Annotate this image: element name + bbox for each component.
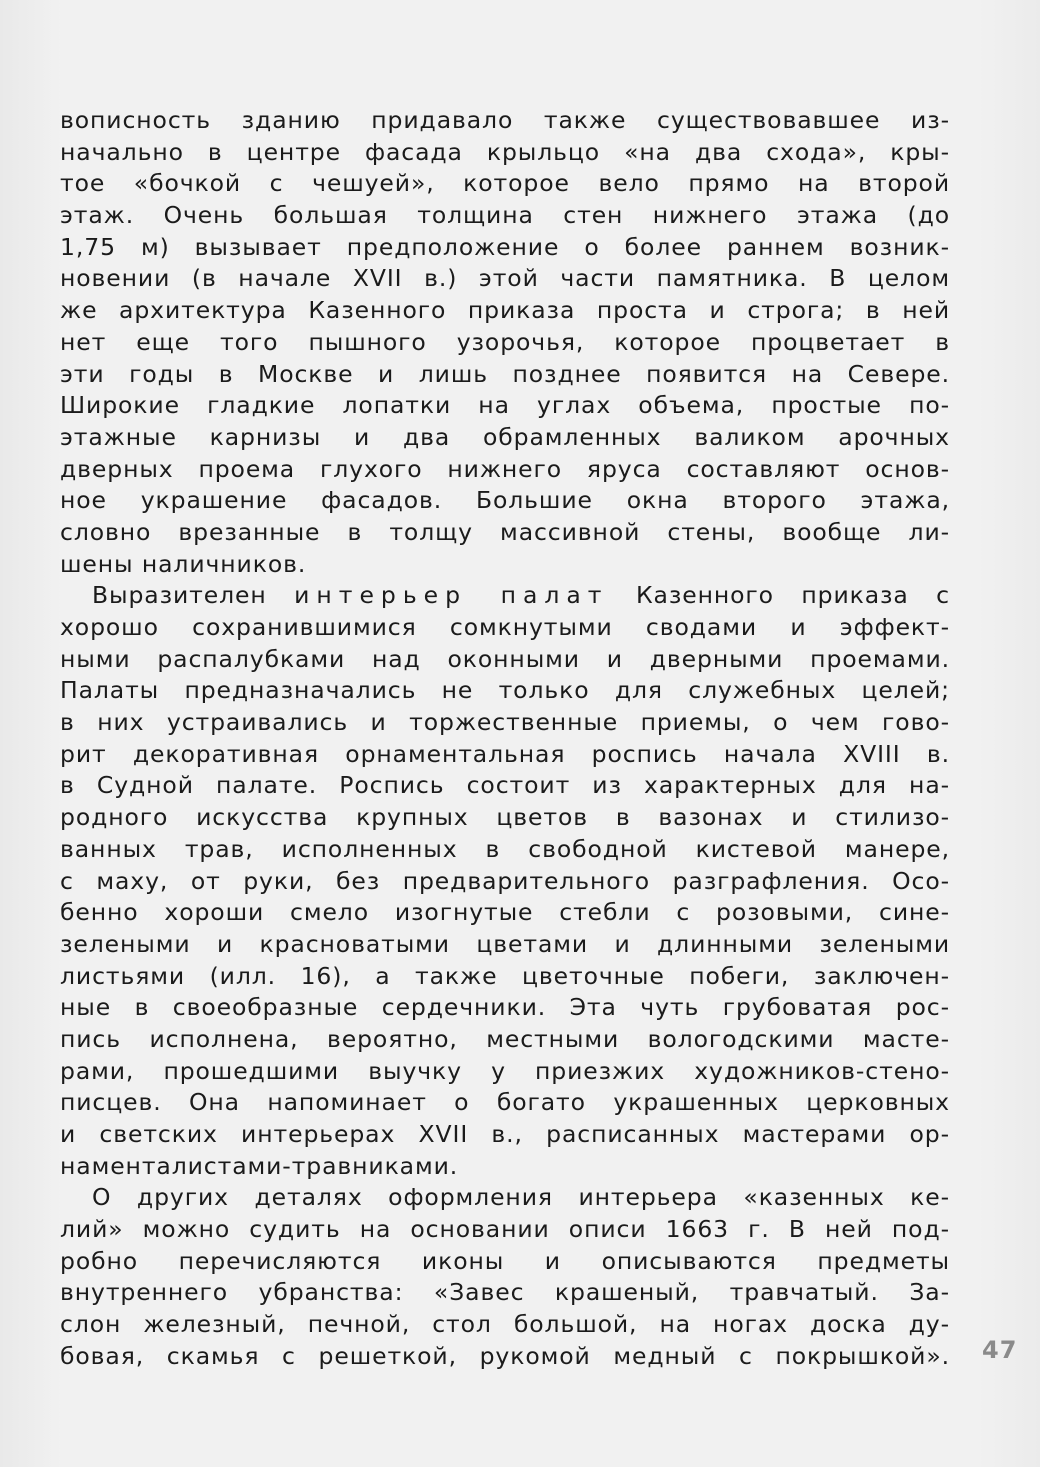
text-line: наменталистами-травниками.: [60, 1151, 459, 1180]
text-line: начально в центре фасада крыльцо «на два схода», кры-: [60, 137, 950, 166]
text-line: словно врезанные в толщу массивной стены, вообще ли-: [60, 517, 950, 546]
text-line: Палаты предназначались не только для служебных целей;: [60, 676, 950, 705]
text-line: шены наличников.: [60, 549, 307, 578]
text-line: в Судной палате. Роспись состоит из характерных для на-: [60, 771, 950, 800]
text-line: этаж. Очень большая толщина стен нижнего этажа (до: [60, 201, 950, 230]
text-line: хорошо сохранившимися сомкнутыми сводами и эффект-: [60, 613, 950, 641]
body-text: [60, 105, 950, 1373]
text-line: эти годы в Москве и лишь позднее появится на Севере.: [60, 359, 950, 388]
text-line: ные в своеобразные сердечники. Эта чуть грубоватая рос-: [60, 993, 950, 1022]
text-line: новении (в начале XVII в.) этой части памятника. В целом: [60, 264, 950, 293]
text-fragment: Выразителен: [92, 581, 267, 610]
text-line: писцев. Она напоминает о богато украшенных церковных: [60, 1088, 950, 1117]
text-line: вописность зданию придавало также существовавшее из-: [60, 106, 950, 134]
text-line: лий» можно судить на основании описи 1663 г. В ней под-: [60, 1215, 950, 1244]
text-line: зелеными и красноватыми цветами и длинными зелеными: [60, 929, 950, 958]
text-line: 1,75 м) вызывает предположение о более раннем возник-: [60, 232, 950, 261]
text-line: в них устраивались и торжественные приемы, о чем гово-: [60, 708, 950, 737]
text-line: ное украшение фасадов. Большие окна второго этажа,: [60, 486, 950, 515]
text-fragment: Казенного приказа с: [635, 581, 950, 610]
text-line: рами, прошедшими выучку у приезжих художников-стено-: [60, 1056, 950, 1085]
text-line: родного искусства крупных цветов в вазонах и стилизо-: [60, 803, 950, 832]
text-line: тое «бочкой с чешуей», которое вело прямо на второй: [60, 169, 950, 198]
text-line: с маху, от руки, без предварительного разграфления. Осо-: [60, 866, 950, 895]
spaced-term: интерьер палат: [294, 581, 609, 610]
text-line: Широкие гладкие лопатки на углах объема, простые по-: [60, 391, 950, 420]
text-line: этажные карнизы и два обрамленных валиком арочных: [60, 422, 950, 451]
text-line: бовая, скамья с решеткой, рукомой медный с покрышкой».: [60, 1341, 950, 1370]
text-line: листьями (илл. 16), а также цветочные побеги, заключен-: [60, 961, 950, 990]
text-line: бенно хороши смело изогнутые стебли с розовыми, сине-: [60, 898, 950, 927]
text-line: ными распалубками над оконными и дверными проемами.: [60, 644, 950, 673]
text-line: и светских интерьерах XVII в., расписанных мастерами ор-: [60, 1120, 950, 1148]
text-line-emphasis: [60, 580, 950, 612]
text-line: рит декоративная орнаментальная роспись начала XVIII в.: [60, 739, 950, 768]
text-line: ванных трав, исполненных в свободной кистевой манере,: [60, 834, 950, 863]
text-line: слон железный, печной, стол большой, на ногах доска ду-: [60, 1310, 950, 1339]
text-line: О других деталях оформления интерьера «казенных ке-: [92, 1183, 950, 1212]
text-line: же архитектура Казенного приказа проста и строга; в ней: [60, 296, 950, 325]
page-number: 47: [982, 1336, 1018, 1364]
text-line: внутреннего убранства: «Завес крашеный, травчатый. За-: [60, 1278, 950, 1307]
text-line: пись исполнена, вероятно, местными вологодскими масте-: [60, 1024, 950, 1053]
text-line: нет еще того пышного узорочья, которое процветает в: [60, 327, 950, 356]
text-line: робно перечисляются иконы и описываются предметы: [60, 1246, 950, 1275]
text-line: дверных проема глухого нижнего яруса составляют основ-: [60, 454, 950, 483]
